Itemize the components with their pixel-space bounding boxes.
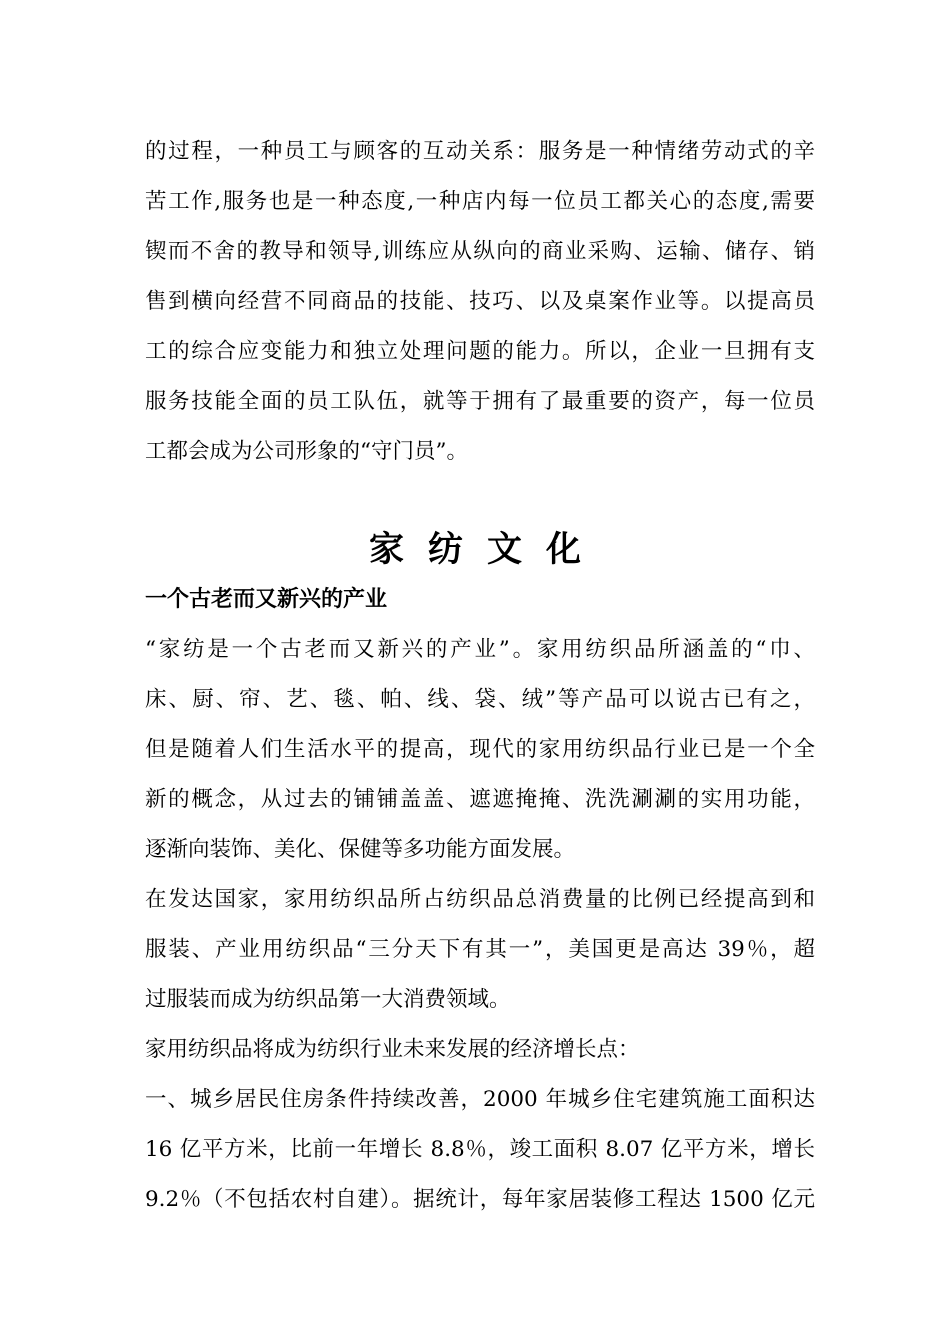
body-line-6: 在发达国家，家用纺织品所占纺织品总消费量的比例已经提高到和: [145, 887, 815, 912]
intro-line-7: 工都会成为公司形象的“守门员”。: [145, 439, 468, 464]
body-line-7: 服装、产业用纺织品“三分天下有其一”，美国更是高达 39％，超: [145, 937, 815, 962]
body-line-11: 16 亿平方米，比前一年增长 8.8％，竣工面积 8.07 亿平方米，增长: [145, 1137, 815, 1162]
body-line-1: “家纺是一个古老而又新兴的产业”。家用纺织品所涵盖的“巾、: [145, 637, 815, 662]
intro-line-5: 工的综合应变能力和独立处理问题的能力。所以，企业一旦拥有支: [145, 339, 815, 364]
body-line-8: 过服装而成为纺织品第一大消费领域。: [145, 987, 511, 1012]
body-line-5: 逐渐向装饰、美化、保健等多功能方面发展。: [145, 837, 576, 862]
intro-line-2: 苦工作,服务也是一种态度,一种店内每一位员工都关心的态度,需要: [145, 189, 815, 214]
section-subheading: 一个古老而又新兴的产业: [145, 586, 388, 612]
intro-line-3: 锲而不舍的教导和领导,训练应从纵向的商业采购、运输、储存、销: [145, 239, 815, 264]
intro-line-1: 的过程，一种员工与顾客的互动关系：服务是一种情绪劳动式的辛: [145, 139, 815, 164]
body-line-3: 但是随着人们生活水平的提高，现代的家用纺织品行业已是一个全: [145, 737, 815, 762]
body-line-10: 一、城乡居民住房条件持续改善，2000 年城乡住宅建筑施工面积达: [145, 1087, 815, 1112]
intro-line-4: 售到横向经营不同商品的技能、技巧、以及桌案作业等。以提高员: [145, 289, 815, 314]
body-line-12: 9.2％（不包括农村自建）。据统计，每年家居装修工程达 1500 亿元: [145, 1187, 815, 1212]
intro-line-6: 服务技能全面的员工队伍，就等于拥有了最重要的资产，每一位员: [145, 389, 815, 414]
section-title: 家纺文化: [368, 529, 605, 570]
body-line-9: 家用纺织品将成为纺织行业未来发展的经济增长点：: [145, 1037, 640, 1062]
body-line-4: 新的概念，从过去的铺铺盖盖、遮遮掩掩、洗洗涮涮的实用功能，: [145, 787, 815, 812]
body-line-2: 床、厨、帘、艺、毯、帕、线、袋、绒”等产品可以说古已有之，: [145, 687, 815, 712]
